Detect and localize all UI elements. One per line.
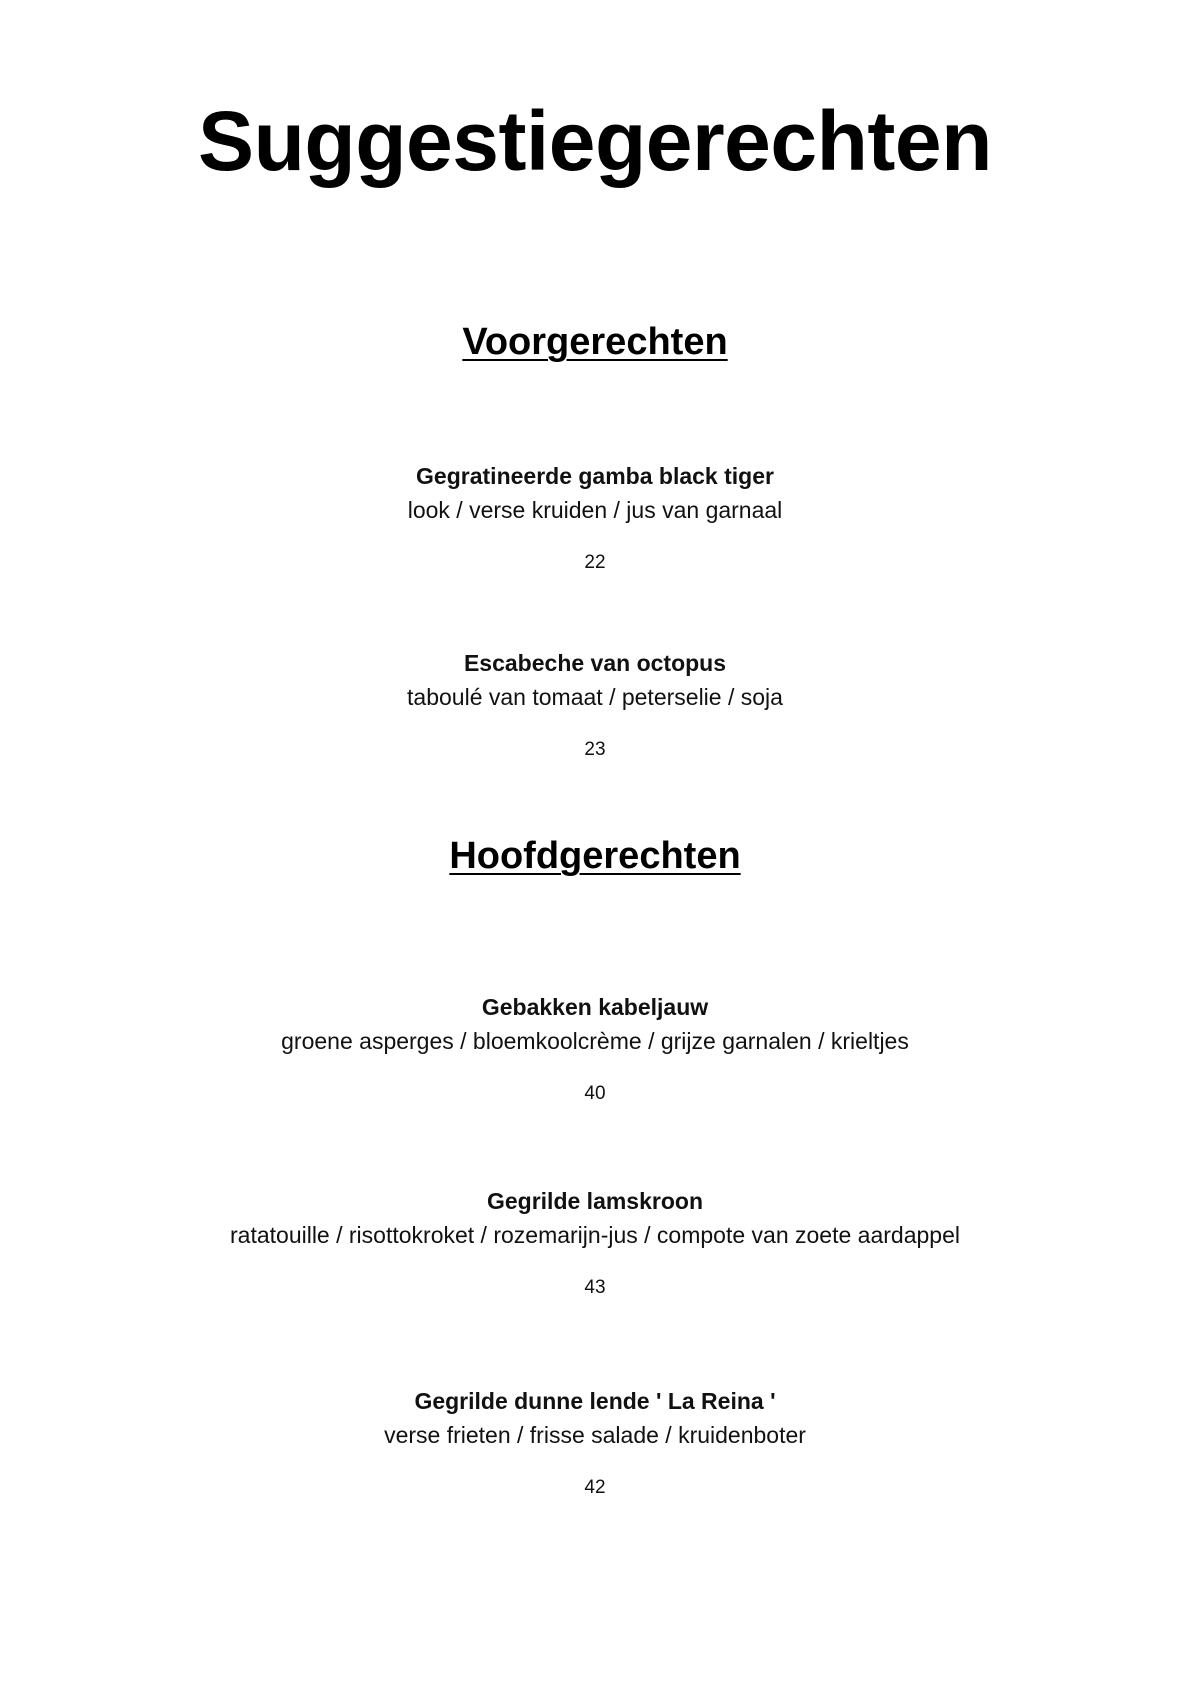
- dish-price: 40: [584, 1083, 606, 1104]
- page-title: Suggestiegerechten: [198, 94, 992, 188]
- dish-name: Gebakken kabeljauw: [481, 994, 709, 1020]
- dish-name: Escabeche van octopus: [463, 650, 727, 676]
- dish-price: 42: [584, 1477, 606, 1498]
- section-heading-voorgerechten: Voorgerechten: [462, 321, 728, 363]
- dish-name: Gegrilde dunne lende ' La Reina ': [414, 1388, 776, 1414]
- menu-item: [0, 459, 1190, 574]
- dish-price: 22: [584, 552, 606, 573]
- menu-item: [0, 990, 1190, 1105]
- menu-item: [0, 646, 1190, 761]
- dish-description: ratatouille / risottokroket / rozemarijn-jus / compote van zoete aardappel: [230, 1222, 960, 1248]
- dish-description: groene asperges / bloemkoolcrème / grijze garnalen / krieltjes: [281, 1028, 909, 1054]
- dish-description: verse frieten / frisse salade / kruidenboter: [384, 1422, 806, 1448]
- dish-price: 23: [584, 739, 606, 760]
- dish-description: taboulé van tomaat / peterselie / soja: [407, 684, 783, 710]
- section-heading-hoofdgerechten: Hoofdgerechten: [449, 835, 741, 877]
- menu-item: [0, 1384, 1190, 1499]
- dish-name: Gegrilde lamskroon: [486, 1188, 703, 1214]
- dish-description: look / verse kruiden / jus van garnaal: [407, 497, 783, 523]
- dish-price: 43: [584, 1277, 606, 1298]
- menu-item: [0, 1184, 1190, 1299]
- dish-name: Gegratineerde gamba black tiger: [416, 463, 774, 489]
